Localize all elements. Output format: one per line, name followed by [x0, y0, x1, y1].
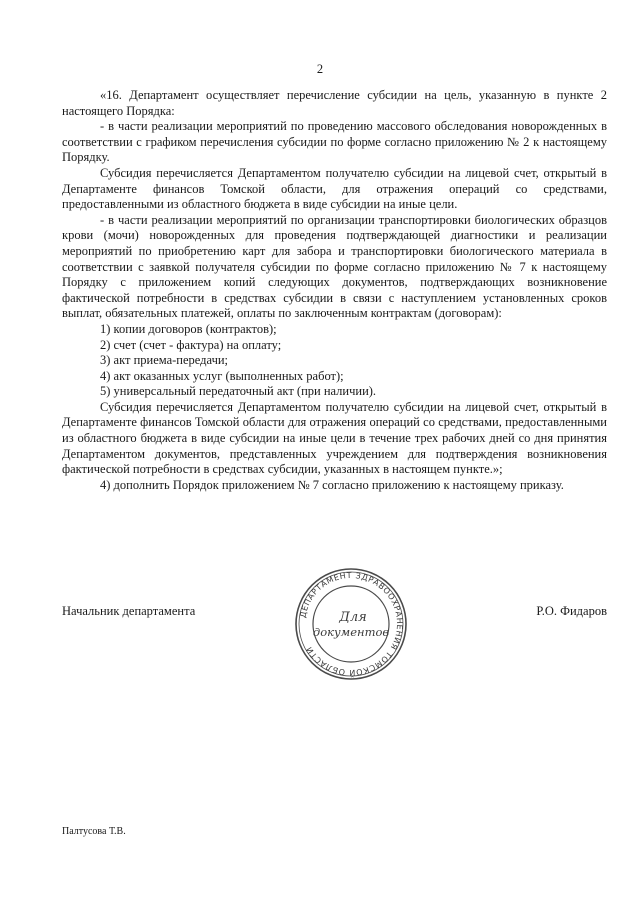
stamp-center-line1: Для: [339, 610, 367, 625]
list-item-services-act: 4) акт оказанных услуг (выполненных работ);: [100, 368, 344, 383]
list-item-acceptance-act: 3) акт приема-передачи;: [100, 353, 229, 368]
official-stamp: [293, 566, 409, 682]
list-item-invoice: 2) счет (счет - фактура) на оплату;: [100, 337, 282, 352]
paragraph-16-intro: «16. Департамент осуществляет перечисление субсидии на цель, указанную в пункте 2 настоящего Порядка:: [62, 88, 607, 118]
document-body: [62, 88, 607, 493]
signatory-title: Начальник департамента: [62, 604, 196, 618]
paragraph-transport: - в части реализации мероприятий по организации транспортировки биологических образцов крови (мочи) новорожденных для проведения подтверждающей диагностики и реализации мероприятий по приобретению карт для забора и транспортировки биологического материала в соответствии с заявкой получателя субсидии по форме согласно приложению № 7 к настоящему Порядку с приложением копий следующих документов, подтверждающих возникновение фактической потребности в средствах субсидии в связи с наступлением установленных сроков выплат, обязательных платежей, оплаты по заключенным контрактам (договорам):: [62, 212, 607, 321]
executor-name: Палтусова Т.В.: [62, 826, 126, 837]
stamp-center-line2: документов: [312, 625, 390, 639]
paragraph-subsidy-transfer-1: Субсидия перечисляется Департаментом получателю субсидии на лицевой счет, открытый в Департаменте финансов Томской области, для отражения операций со средствами, предоставленными из областного бюджета в виде субсидии на иные цели.: [62, 165, 607, 212]
stamp-graphic: [293, 566, 409, 682]
signatory-name: Р.О. Фидаров: [536, 604, 607, 618]
paragraph-subsidy-transfer-2: Субсидия перечисляется Департаментом получателю субсидии на лицевой счет, открытый в Департаменте финансов Томской области для отражения операций со средствами, предоставленными из областного бюджета в виде субсидии на иные цели в течение трех рабочих дней со дня принятия Департаментом документов, представленных учреждением для подтверждения возникновения фактической потребности в средствах субсидии, указанных в настоящем пункте.»;: [62, 399, 607, 477]
list-item-transfer-act: 5) универсальный передаточный акт (при наличии).: [100, 384, 377, 399]
stamp-ring-text: ДЕПАРТАМЕНТ ЗДРАВООХРАНЕНИЯ ТОМСКОЙ ОБЛАСТИ: [298, 570, 405, 678]
paragraph-appendix: 4) дополнить Порядок приложением № 7 согласно приложению к настоящему приказу.: [100, 477, 564, 492]
list-item-contracts: 1) копии договоров (контрактов);: [100, 321, 277, 336]
page-number: 2: [316, 62, 324, 76]
paragraph-screening: - в части реализации мероприятий по проведению массового обследования новорожденных в соответствии с графиком перечисления субсидии по форме согласно приложению № 2 к настоящему Порядку.: [62, 119, 607, 165]
